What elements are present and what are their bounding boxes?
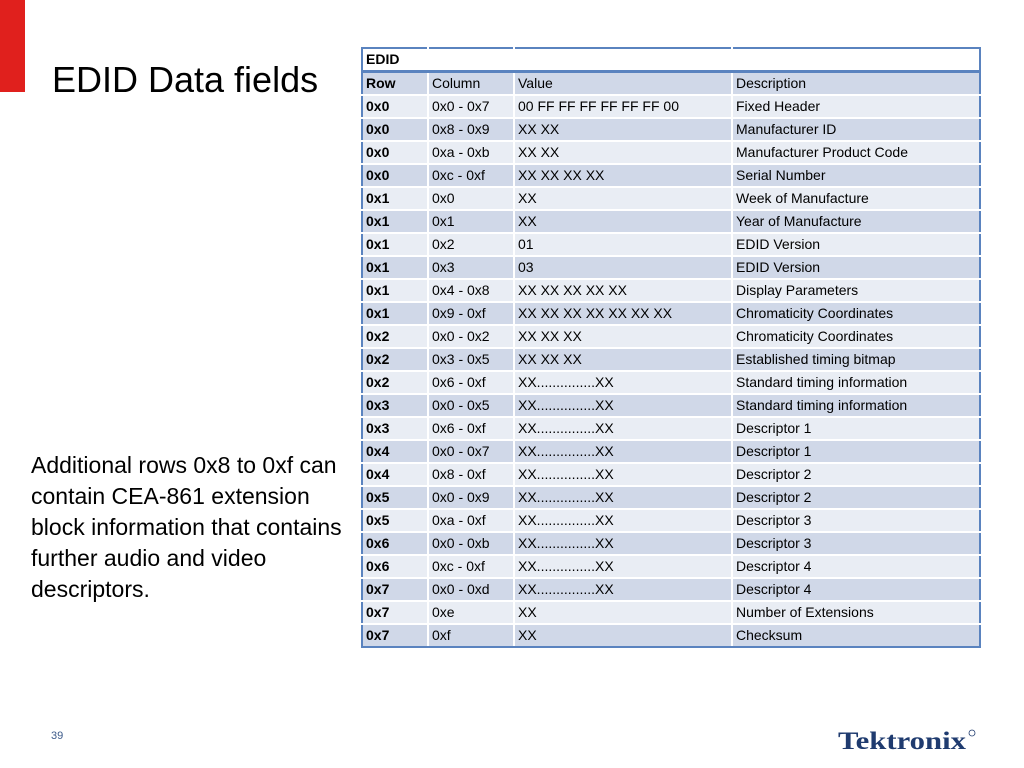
cell-column: 0x0 - 0x7 bbox=[428, 95, 514, 118]
table-row bbox=[362, 348, 980, 371]
side-note: Additional rows 0x8 to 0xf can contain CEA-861 extension block information that contains further audio and video descriptors. bbox=[31, 452, 342, 602]
cell-row: 0x0 bbox=[362, 141, 428, 164]
cell-description: Descriptor 2 bbox=[732, 486, 980, 509]
table-caption-blank bbox=[514, 48, 732, 72]
table-row bbox=[362, 233, 980, 256]
table-row bbox=[362, 302, 980, 325]
cell-row: 0x7 bbox=[362, 578, 428, 601]
cell-value: XX XX XX XX XX XX XX bbox=[514, 302, 732, 325]
table-row bbox=[362, 325, 980, 348]
cell-column: 0x2 bbox=[428, 233, 514, 256]
cell-column: 0x0 - 0x5 bbox=[428, 394, 514, 417]
cell-value: XX...............XX bbox=[514, 417, 732, 440]
cell-description: Established timing bitmap bbox=[732, 348, 980, 371]
table-row bbox=[362, 578, 980, 601]
cell-description: Standard timing information bbox=[732, 371, 980, 394]
table-row bbox=[362, 164, 980, 187]
cell-description: Descriptor 1 bbox=[732, 417, 980, 440]
cell-value: XX...............XX bbox=[514, 578, 732, 601]
cell-row: 0x2 bbox=[362, 325, 428, 348]
cell-row: 0x0 bbox=[362, 95, 428, 118]
cell-value: XX...............XX bbox=[514, 486, 732, 509]
cell-column: 0x3 bbox=[428, 256, 514, 279]
accent-bar bbox=[0, 0, 25, 92]
cell-row: 0x1 bbox=[362, 279, 428, 302]
cell-row: 0x7 bbox=[362, 624, 428, 647]
cell-value: XX XX bbox=[514, 118, 732, 141]
cell-description: Descriptor 3 bbox=[732, 509, 980, 532]
cell-value: XX XX XX XX bbox=[514, 164, 732, 187]
cell-description: Descriptor 3 bbox=[732, 532, 980, 555]
table-row bbox=[362, 187, 980, 210]
table-row bbox=[362, 532, 980, 555]
table-row bbox=[362, 601, 980, 624]
cell-value: XX XX XX bbox=[514, 348, 732, 371]
cell-column: 0x8 - 0xf bbox=[428, 463, 514, 486]
cell-value: XX bbox=[514, 210, 732, 233]
column-header-column: Column bbox=[428, 72, 514, 96]
edid-table bbox=[361, 47, 981, 648]
column-header-row: Row bbox=[362, 72, 428, 96]
table-row bbox=[362, 118, 980, 141]
cell-value: XX XX bbox=[514, 141, 732, 164]
column-header-value: Value bbox=[514, 72, 732, 96]
table-row bbox=[362, 624, 980, 647]
cell-column: 0x4 - 0x8 bbox=[428, 279, 514, 302]
cell-description: Serial Number bbox=[732, 164, 980, 187]
cell-description: EDID Version bbox=[732, 233, 980, 256]
cell-row: 0x4 bbox=[362, 440, 428, 463]
cell-description: Chromaticity Coordinates bbox=[732, 325, 980, 348]
cell-row: 0x1 bbox=[362, 233, 428, 256]
cell-row: 0x0 bbox=[362, 164, 428, 187]
table-header-row bbox=[362, 72, 980, 96]
table-row bbox=[362, 394, 980, 417]
cell-row: 0x5 bbox=[362, 509, 428, 532]
cell-value: XX...............XX bbox=[514, 394, 732, 417]
table-row bbox=[362, 509, 980, 532]
cell-value: XX...............XX bbox=[514, 532, 732, 555]
cell-row: 0x6 bbox=[362, 555, 428, 578]
cell-description: Week of Manufacture bbox=[732, 187, 980, 210]
cell-row: 0x5 bbox=[362, 486, 428, 509]
table-caption-blank bbox=[428, 48, 514, 72]
cell-description: Display Parameters bbox=[732, 279, 980, 302]
cell-column: 0x0 - 0x9 bbox=[428, 486, 514, 509]
cell-value: XX...............XX bbox=[514, 371, 732, 394]
cell-description: Descriptor 4 bbox=[732, 578, 980, 601]
table-row bbox=[362, 463, 980, 486]
cell-description: Manufacturer Product Code bbox=[732, 141, 980, 164]
cell-column: 0x0 - 0xb bbox=[428, 532, 514, 555]
table-caption-row bbox=[362, 48, 980, 72]
cell-row: 0x0 bbox=[362, 118, 428, 141]
cell-description: Descriptor 2 bbox=[732, 463, 980, 486]
cell-column: 0xe bbox=[428, 601, 514, 624]
cell-column: 0x0 bbox=[428, 187, 514, 210]
cell-row: 0x3 bbox=[362, 417, 428, 440]
table-row bbox=[362, 210, 980, 233]
cell-column: 0x8 - 0x9 bbox=[428, 118, 514, 141]
cell-row: 0x1 bbox=[362, 302, 428, 325]
cell-row: 0x1 bbox=[362, 210, 428, 233]
page-number: 39 bbox=[51, 730, 64, 742]
cell-column: 0x9 - 0xf bbox=[428, 302, 514, 325]
cell-row: 0x4 bbox=[362, 463, 428, 486]
cell-row: 0x6 bbox=[362, 532, 428, 555]
cell-column: 0xa - 0xb bbox=[428, 141, 514, 164]
cell-value: XX...............XX bbox=[514, 440, 732, 463]
table-row bbox=[362, 417, 980, 440]
cell-row: 0x7 bbox=[362, 601, 428, 624]
table-row bbox=[362, 95, 980, 118]
table-caption-blank bbox=[732, 48, 980, 72]
cell-column: 0x0 - 0x2 bbox=[428, 325, 514, 348]
cell-row: 0x1 bbox=[362, 256, 428, 279]
tektronix-logo bbox=[838, 724, 978, 760]
cell-value: XX...............XX bbox=[514, 463, 732, 486]
cell-value: XX bbox=[514, 187, 732, 210]
cell-column: 0x6 - 0xf bbox=[428, 371, 514, 394]
cell-row: 0x3 bbox=[362, 394, 428, 417]
cell-value: 01 bbox=[514, 233, 732, 256]
edid-table-body bbox=[362, 48, 980, 647]
cell-description: Descriptor 1 bbox=[732, 440, 980, 463]
table-row bbox=[362, 486, 980, 509]
table-row bbox=[362, 256, 980, 279]
table-row bbox=[362, 279, 980, 302]
cell-value: 00 FF FF FF FF FF FF 00 bbox=[514, 95, 732, 118]
table-row bbox=[362, 440, 980, 463]
cell-description: EDID Version bbox=[732, 256, 980, 279]
cell-value: 03 bbox=[514, 256, 732, 279]
table-row bbox=[362, 371, 980, 394]
cell-value: XX bbox=[514, 624, 732, 647]
cell-value: XX bbox=[514, 601, 732, 624]
cell-description: Checksum bbox=[732, 624, 980, 647]
cell-description: Chromaticity Coordinates bbox=[732, 302, 980, 325]
cell-description: Number of Extensions bbox=[732, 601, 980, 624]
cell-row: 0x1 bbox=[362, 187, 428, 210]
table-row bbox=[362, 555, 980, 578]
cell-value: XX XX XX XX XX bbox=[514, 279, 732, 302]
cell-value: XX...............XX bbox=[514, 555, 732, 578]
cell-column: 0xf bbox=[428, 624, 514, 647]
cell-description: Fixed Header bbox=[732, 95, 980, 118]
svg-text:Tektronix: Tektronix bbox=[838, 728, 967, 755]
cell-description: Year of Manufacture bbox=[732, 210, 980, 233]
cell-description: Manufacturer ID bbox=[732, 118, 980, 141]
cell-column: 0x3 - 0x5 bbox=[428, 348, 514, 371]
cell-column: 0x6 - 0xf bbox=[428, 417, 514, 440]
cell-row: 0x2 bbox=[362, 348, 428, 371]
slide-title: EDID Data fields bbox=[52, 59, 319, 100]
cell-column: 0x1 bbox=[428, 210, 514, 233]
cell-column: 0xa - 0xf bbox=[428, 509, 514, 532]
table-row bbox=[362, 141, 980, 164]
cell-column: 0xc - 0xf bbox=[428, 555, 514, 578]
cell-value: XX...............XX bbox=[514, 509, 732, 532]
column-header-description: Description bbox=[732, 72, 980, 96]
cell-row: 0x2 bbox=[362, 371, 428, 394]
table-caption: EDID bbox=[362, 48, 428, 72]
cell-column: 0x0 - 0xd bbox=[428, 578, 514, 601]
cell-description: Descriptor 4 bbox=[732, 555, 980, 578]
cell-description: Standard timing information bbox=[732, 394, 980, 417]
cell-column: 0xc - 0xf bbox=[428, 164, 514, 187]
cell-value: XX XX XX bbox=[514, 325, 732, 348]
cell-column: 0x0 - 0x7 bbox=[428, 440, 514, 463]
